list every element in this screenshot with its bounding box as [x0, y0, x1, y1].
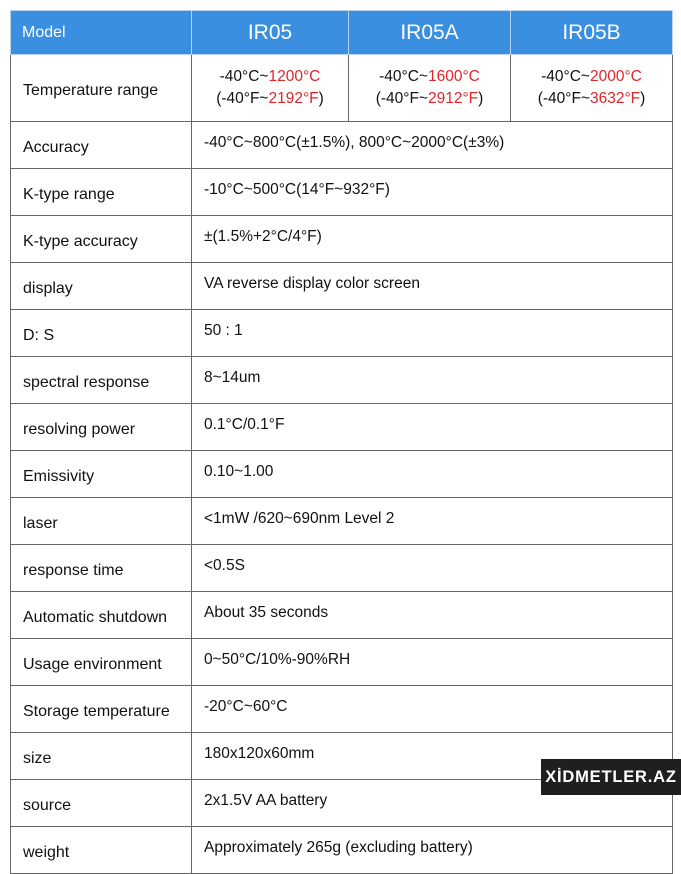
row-label: K-type accuracy [11, 216, 192, 263]
range-fahrenheit [349, 88, 510, 110]
row-label: Emissivity [11, 451, 192, 498]
range-max-highlight: 2192°F [268, 90, 319, 107]
range-text: -40°C~ [219, 68, 269, 85]
range-fahrenheit [192, 88, 348, 110]
row-value: ±(1.5%+2°C/4°F) [192, 216, 673, 263]
row-label: size [11, 733, 192, 780]
row-value: -40°C~800°C(±1.5%), 800°C~2000°C(±3%) [192, 122, 673, 169]
range-text: (-40°F~ [537, 90, 590, 107]
row-label: laser [11, 498, 192, 545]
table-row [11, 310, 673, 357]
spec-table [10, 10, 673, 874]
row-value: 0.10~1.00 [192, 451, 673, 498]
table-row [11, 827, 673, 874]
row-label: source [11, 780, 192, 827]
range-celsius [192, 66, 348, 88]
row-value: 2x1.5V AA battery [192, 780, 673, 827]
temperature-range-ir05a [349, 55, 511, 122]
row-value: 0.1°C/0.1°F [192, 404, 673, 451]
row-label: weight [11, 827, 192, 874]
row-label: display [11, 263, 192, 310]
table-header-row [11, 11, 673, 55]
table-row [11, 122, 673, 169]
row-value: -10°C~500°C(14°F~932°F) [192, 169, 673, 216]
table-row [11, 216, 673, 263]
watermark-logo: XİDMETLER.AZ [541, 759, 681, 795]
range-text: ) [478, 90, 484, 107]
row-value: 50 : 1 [192, 310, 673, 357]
table-row [11, 498, 673, 545]
table-row [11, 357, 673, 404]
temperature-range-ir05 [192, 55, 349, 122]
table-row [11, 451, 673, 498]
range-text: ) [318, 90, 324, 107]
temperature-range-row [11, 55, 673, 122]
range-max-highlight: 3632°F [589, 90, 641, 107]
range-max-highlight: 1600°C [427, 68, 480, 85]
header-model-ir05a: IR05A [349, 11, 511, 55]
table-row [11, 169, 673, 216]
row-value: -20°C~60°C [192, 686, 673, 733]
row-value: 180x120x60mm [192, 733, 673, 780]
table-row [11, 545, 673, 592]
range-text: ) [640, 90, 646, 107]
range-max-highlight: 2912°F [427, 90, 479, 107]
row-label: Accuracy [11, 122, 192, 169]
row-label: resolving power [11, 404, 192, 451]
row-label: Storage temperature [11, 686, 192, 733]
row-label: spectral response [11, 357, 192, 404]
header-model-ir05: IR05 [192, 11, 349, 55]
header-model-label: Model [11, 11, 192, 55]
table-row [11, 686, 673, 733]
table-row [11, 404, 673, 451]
table-row [11, 592, 673, 639]
range-celsius [349, 66, 510, 88]
range-text: (-40°F~ [216, 90, 269, 107]
range-max-highlight: 1200°C [268, 68, 321, 85]
header-model-ir05b: IR05B [511, 11, 673, 55]
temperature-range-ir05b [511, 55, 673, 122]
range-fahrenheit [511, 88, 672, 110]
row-label: response time [11, 545, 192, 592]
range-celsius [511, 66, 672, 88]
row-value: <0.5S [192, 545, 673, 592]
range-text: (-40°F~ [375, 90, 428, 107]
table-row [11, 639, 673, 686]
row-label: D: S [11, 310, 192, 357]
range-text: -40°C~ [379, 68, 428, 85]
row-value: VA reverse display color screen [192, 263, 673, 310]
row-value: <1mW /620~690nm Level 2 [192, 498, 673, 545]
range-text: -40°C~ [541, 68, 590, 85]
row-value: 0~50°C/10%-90%RH [192, 639, 673, 686]
row-label: K-type range [11, 169, 192, 216]
table-row [11, 263, 673, 310]
row-label: Temperature range [11, 55, 192, 122]
row-value: 8~14um [192, 357, 673, 404]
range-max-highlight: 2000°C [589, 68, 642, 85]
row-label: Usage environment [11, 639, 192, 686]
row-label: Automatic shutdown [11, 592, 192, 639]
row-value: About 35 seconds [192, 592, 673, 639]
row-value: Approximately 265g (excluding battery) [192, 827, 673, 874]
